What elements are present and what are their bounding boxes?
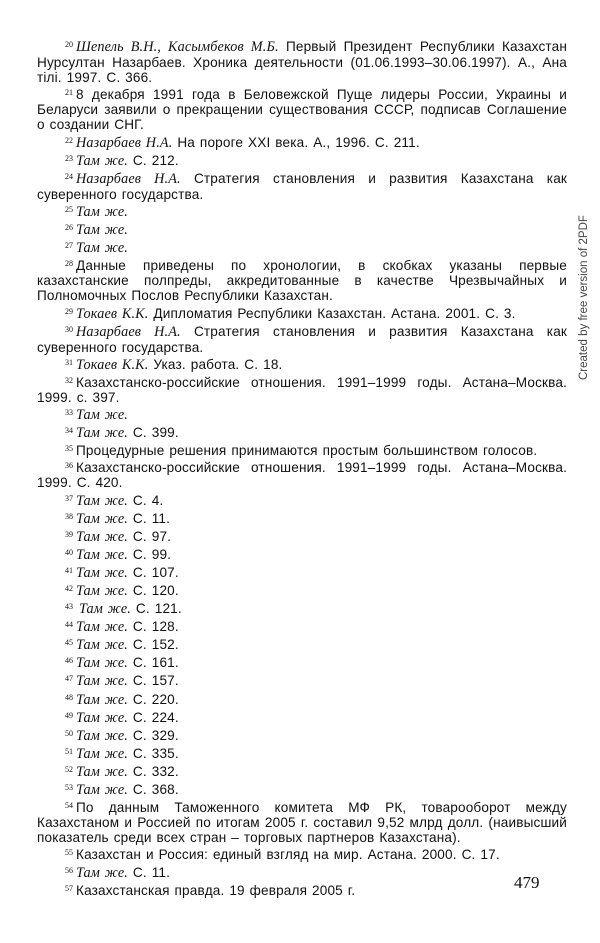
footnote-author: Токаев К.К. bbox=[76, 356, 149, 373]
footnote-text: Казахстанская правда. 19 февраля 2005 г. bbox=[76, 882, 356, 898]
footnote-number: 32 bbox=[65, 375, 73, 385]
footnote-number: 20 bbox=[65, 40, 73, 49]
footnote-author: Там же. bbox=[76, 425, 128, 442]
footnote-text: 8 декабря 1991 года в Беловежской Пуще лидеры России, Украины и Беларуси заявили о прекращении существования СССР, подписав Соглашение о создании СНГ. bbox=[37, 87, 567, 133]
footnote-48 bbox=[37, 690, 567, 708]
footnote-number: 35 bbox=[65, 444, 73, 454]
footnote-39 bbox=[37, 527, 567, 545]
footnote-text: С. 107. bbox=[127, 564, 179, 580]
footnote-text: С. 4. bbox=[127, 492, 164, 508]
footnote-text: С. 329. bbox=[127, 727, 179, 743]
footnote-number: 48 bbox=[65, 692, 73, 702]
footnote-38 bbox=[37, 509, 567, 527]
footnote-number: 43 bbox=[65, 602, 73, 612]
footnote-author: Там же. bbox=[76, 492, 128, 509]
footnote-number: 56 bbox=[65, 865, 73, 875]
footnote-text: Данные приведены по хронологии, в скобках указаны первые казахстанские полпреды, аккредитованные в качестве Чрезвычайных и Полномочных Послов Республики Казахстан. bbox=[37, 258, 567, 304]
footnote-text: Казахстанско-российские отношения. 1991–1999 годы. Астана–Москва. 1999. С. 420. bbox=[37, 460, 567, 491]
footnote-author: Там же. bbox=[76, 222, 128, 239]
footnote-text: С. 11. bbox=[127, 864, 171, 880]
footnote-author: Шепель В.Н., Касымбеков М.Б. bbox=[76, 39, 279, 55]
footnote-number: 41 bbox=[65, 565, 73, 575]
footnote-number: 25 bbox=[65, 204, 73, 214]
footnote-author: Назарбаев Н.А. bbox=[76, 134, 173, 151]
footnote-author: Там же. bbox=[76, 727, 128, 744]
page-number: 479 bbox=[514, 873, 540, 892]
footnote-text: Стратегия становления и развития Казахстана как суверенного государства. bbox=[37, 170, 568, 202]
footnote-34 bbox=[37, 423, 567, 441]
footnote-46 bbox=[37, 653, 567, 671]
footnote-24 bbox=[37, 169, 567, 202]
footnote-number: 54 bbox=[65, 801, 73, 811]
footnote-text: Казахстанско-российские отношения. 1991–1999 годы. Астана–Москва. 1999. с. 397. bbox=[37, 374, 567, 405]
footnote-40 bbox=[37, 545, 567, 563]
footnote-42 bbox=[37, 581, 567, 599]
watermark: Created by free version of 2PDF bbox=[578, 215, 590, 380]
footnote-54 bbox=[37, 798, 567, 845]
footnote-43 bbox=[37, 599, 567, 617]
footnote-text: С. 332. bbox=[127, 763, 179, 779]
footnote-author: Там же. bbox=[76, 709, 128, 726]
footnote-22 bbox=[37, 133, 567, 151]
footnote-text: С. 120. bbox=[127, 583, 179, 598]
footnote-20 bbox=[37, 37, 567, 85]
footnote-55 bbox=[37, 845, 567, 862]
footnote-author: Там же. bbox=[76, 745, 128, 762]
footnote-21 bbox=[37, 85, 567, 132]
footnotes-list bbox=[37, 37, 567, 898]
footnote-text: С. 157. bbox=[127, 673, 179, 689]
footnote-text: С. 161. bbox=[127, 655, 179, 671]
footnote-36 bbox=[37, 458, 567, 490]
footnote-number: 37 bbox=[65, 493, 73, 503]
footnote-text: С. 121. bbox=[130, 601, 182, 617]
footnote-number: 45 bbox=[65, 638, 73, 648]
footnote-number: 23 bbox=[65, 153, 73, 163]
footnote-text: Казахстан и Россия: единый взгляд на мир. Астана. 2000. С. 17. bbox=[76, 847, 500, 863]
footnote-author: Там же. bbox=[76, 546, 128, 563]
footnote-text: С. 212. bbox=[127, 152, 179, 168]
footnote-number: 34 bbox=[65, 426, 73, 436]
footnote-author: Там же. bbox=[76, 691, 128, 708]
footnote-29 bbox=[37, 304, 567, 322]
footnote-text: С. 152. bbox=[127, 637, 179, 653]
footnote-text: Дипломатия Республики Казахстан. Астана. 2001. С. 3. bbox=[148, 305, 516, 321]
footnote-author: Там же. bbox=[76, 782, 128, 799]
footnote-author: Там же. bbox=[76, 407, 128, 424]
footnote-44 bbox=[37, 617, 567, 635]
footnote-text: По данным Таможенного комитета МФ РК, товарооборот между Казахстаном и Россией по итогам 2005 г. составил 9,52 млрд долл. (наивысший показатель среди всех стран – торговых партнеров Казахстана). bbox=[37, 800, 567, 846]
footnote-author: Там же. bbox=[76, 240, 128, 257]
footnote-27 bbox=[37, 238, 567, 256]
footnote-37 bbox=[37, 491, 567, 509]
footnote-number: 42 bbox=[65, 584, 73, 593]
footnote-50 bbox=[37, 726, 567, 744]
footnote-text: С. 220. bbox=[127, 691, 179, 707]
footnote-number: 29 bbox=[65, 306, 73, 316]
footnote-35 bbox=[37, 441, 567, 458]
footnote-number: 31 bbox=[65, 357, 73, 367]
footnote-author: Назарбаев Н.А. bbox=[76, 170, 181, 187]
footnote-number: 24 bbox=[65, 171, 73, 181]
footnote-number: 52 bbox=[65, 764, 73, 774]
footnote-number: 36 bbox=[65, 461, 73, 471]
footnote-number: 40 bbox=[65, 547, 73, 557]
footnote-30 bbox=[37, 322, 567, 355]
footnote-author: Там же. bbox=[79, 601, 131, 618]
footnote-text: С. 335. bbox=[127, 745, 179, 761]
footnote-author: Там же. bbox=[76, 673, 128, 690]
footnote-number: 50 bbox=[65, 728, 73, 738]
footnote-47 bbox=[37, 671, 567, 689]
footnote-25 bbox=[37, 202, 567, 220]
footnote-number: 21 bbox=[65, 88, 73, 98]
footnote-text: С. 11. bbox=[127, 510, 171, 526]
footnote-33 bbox=[37, 405, 567, 423]
footnote-number: 44 bbox=[65, 620, 73, 630]
footnote-author: Там же. bbox=[76, 655, 128, 672]
footnote-26 bbox=[37, 220, 567, 238]
footnote-number: 47 bbox=[65, 674, 73, 684]
footnote-author: Там же. bbox=[76, 510, 128, 527]
footnote-text: С. 368. bbox=[127, 782, 179, 798]
footnote-number: 26 bbox=[65, 223, 73, 233]
footnote-text: Указ. работа. С. 18. bbox=[148, 356, 283, 372]
footnote-52 bbox=[37, 762, 567, 780]
footnote-text: Стратегия становления и развития Казахстана как суверенного государства. bbox=[37, 323, 568, 355]
footnote-number: 27 bbox=[65, 241, 73, 251]
footnote-number: 57 bbox=[65, 883, 73, 893]
footnote-number: 49 bbox=[65, 710, 73, 720]
footnote-text: С. 97. bbox=[127, 528, 172, 544]
footnote-text: С. 399. bbox=[127, 425, 179, 441]
footnote-number: 28 bbox=[65, 259, 73, 269]
footnote-31 bbox=[37, 355, 567, 373]
footnote-author: Там же. bbox=[76, 564, 128, 581]
footnote-41 bbox=[37, 563, 567, 581]
footnote-number: 22 bbox=[65, 135, 73, 145]
footnote-text: С. 128. bbox=[127, 619, 179, 635]
footnote-text: С. 99. bbox=[127, 546, 172, 562]
footnote-number: 53 bbox=[65, 783, 73, 793]
footnote-author: Там же. bbox=[76, 637, 128, 654]
footnote-51 bbox=[37, 744, 567, 762]
footnote-number: 33 bbox=[65, 408, 73, 418]
footnote-author: Там же. bbox=[76, 763, 128, 780]
footnote-author: Там же. bbox=[76, 619, 128, 636]
footnote-author: Там же. bbox=[76, 864, 128, 881]
footnote-45 bbox=[37, 635, 567, 653]
footnote-number: 39 bbox=[65, 529, 73, 539]
footnote-number: 51 bbox=[65, 746, 73, 756]
footnote-28 bbox=[37, 256, 567, 303]
footnote-text: С. 224. bbox=[127, 709, 179, 725]
footnote-56 bbox=[37, 863, 567, 881]
footnote-author: Назарбаев Н.А. bbox=[76, 323, 181, 340]
footnote-text: Процедурные решения принимаются простым большинством голосов. bbox=[76, 443, 538, 459]
footnote-author: Там же. bbox=[76, 583, 128, 599]
footnote-number: 46 bbox=[65, 656, 73, 666]
footnote-53 bbox=[37, 780, 567, 798]
footnote-32 bbox=[37, 373, 567, 405]
footnote-49 bbox=[37, 708, 567, 726]
footnote-57 bbox=[37, 881, 567, 898]
footnote-text: На пороге XXI века. А., 1996. С. 211. bbox=[172, 134, 420, 150]
footnote-number: 38 bbox=[65, 511, 73, 521]
footnote-author: Там же. bbox=[76, 528, 128, 545]
footnote-number: 30 bbox=[65, 324, 73, 334]
footnote-text: Первый Президент Республики Казахстан Нурсултан Назарбаев. Хроника деятельности (01.06.1993–30.06.1997). А., Ана тілі. 1997. С. 366. bbox=[37, 39, 567, 86]
footnote-author: Токаев К.К. bbox=[76, 305, 149, 322]
footnote-number: 55 bbox=[65, 848, 73, 858]
footnote-author: Там же. bbox=[76, 152, 128, 169]
footnote-author: Там же. bbox=[76, 203, 128, 220]
footnote-23 bbox=[37, 151, 567, 169]
